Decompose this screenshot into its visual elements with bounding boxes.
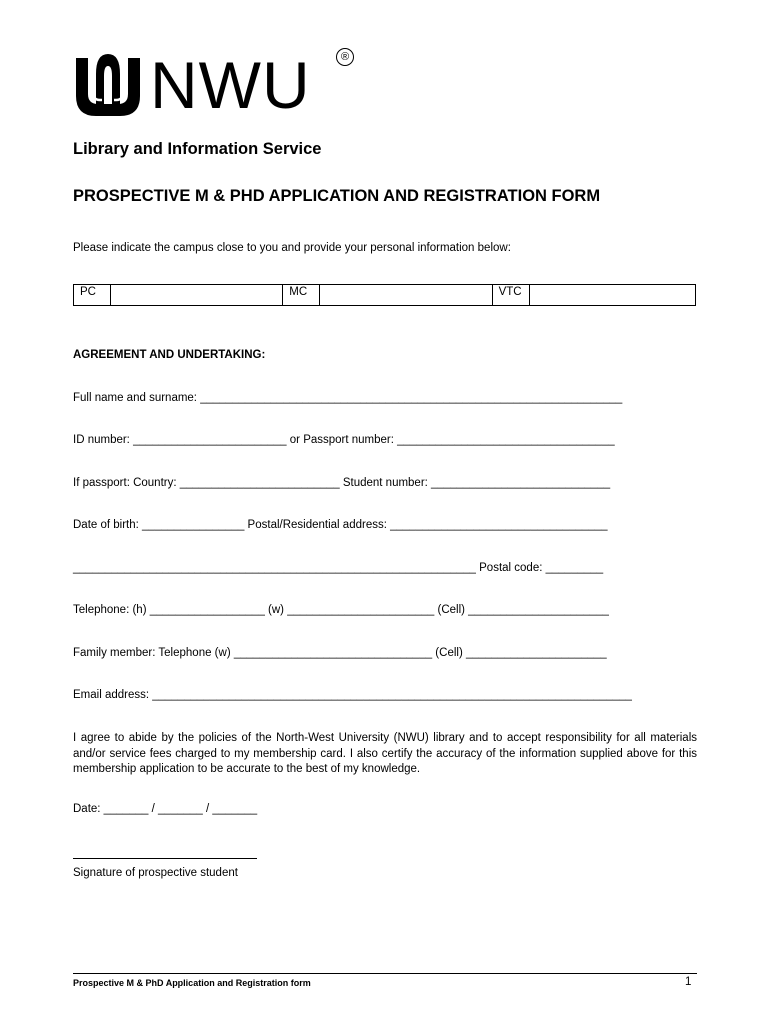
nwu-logo (72, 48, 350, 122)
email-field[interactable]: Email address: ___________________________________________________________________________ (73, 689, 632, 701)
signature-line[interactable] (73, 858, 257, 859)
country-student-number-field[interactable]: If passport: Country: _________________________ Student number: ____________________________ (73, 477, 611, 489)
agreement-statement: I agree to abide by the policies of the North-West University (NWU) library and to accept responsibility for all materials and/or service fees charged to my membership card. I also certify the accuracy of the information supplied above for this membership application to be accurate to the best of my knowledge. (73, 732, 697, 775)
date-field[interactable]: Date: _______ / _______ / _______ (73, 803, 258, 815)
nwu-emblem-icon (72, 50, 144, 120)
signature-label: Signature of prospective student (73, 867, 238, 879)
campus-selection-table (73, 284, 696, 306)
campus-label-pc: PC (74, 285, 111, 306)
logo-text: NWU (150, 48, 311, 122)
dob-address-field[interactable]: Date of birth: ________________ Postal/Residential address: __________________________________ (73, 519, 608, 531)
address-postal-code-field[interactable]: _______________________________________________________________ Postal code: _________ (73, 562, 604, 574)
footer-divider (73, 973, 697, 974)
campus-box-vtc[interactable] (529, 285, 695, 306)
campus-box-mc[interactable] (320, 285, 492, 306)
agreement-heading: AGREEMENT AND UNDERTAKING: (73, 349, 266, 361)
telephone-field[interactable]: Telephone: (h) __________________ (w) _______________________ (Cell) ______________________ (73, 604, 609, 616)
service-title: Library and Information Service (73, 140, 322, 158)
campus-label-vtc: VTC (492, 285, 529, 306)
registered-mark-icon: ® (336, 48, 354, 66)
full-name-field[interactable]: Full name and surname: __________________________________________________________________ (73, 392, 623, 404)
page-number: 1 (685, 976, 692, 988)
campus-label-mc: MC (283, 285, 320, 306)
intro-text: Please indicate the campus close to you and provide your personal information below: (73, 242, 511, 254)
form-title: PROSPECTIVE M & PHD APPLICATION AND REGISTRATION FORM (73, 187, 601, 205)
id-passport-field[interactable]: ID number: ________________________ or Passport number: __________________________________ (73, 434, 615, 446)
footer-title: Prospective M & PhD Application and Registration form (73, 978, 311, 988)
campus-box-pc[interactable] (110, 285, 282, 306)
family-telephone-field[interactable]: Family member: Telephone (w) _______________________________ (Cell) ______________________ (73, 647, 607, 659)
